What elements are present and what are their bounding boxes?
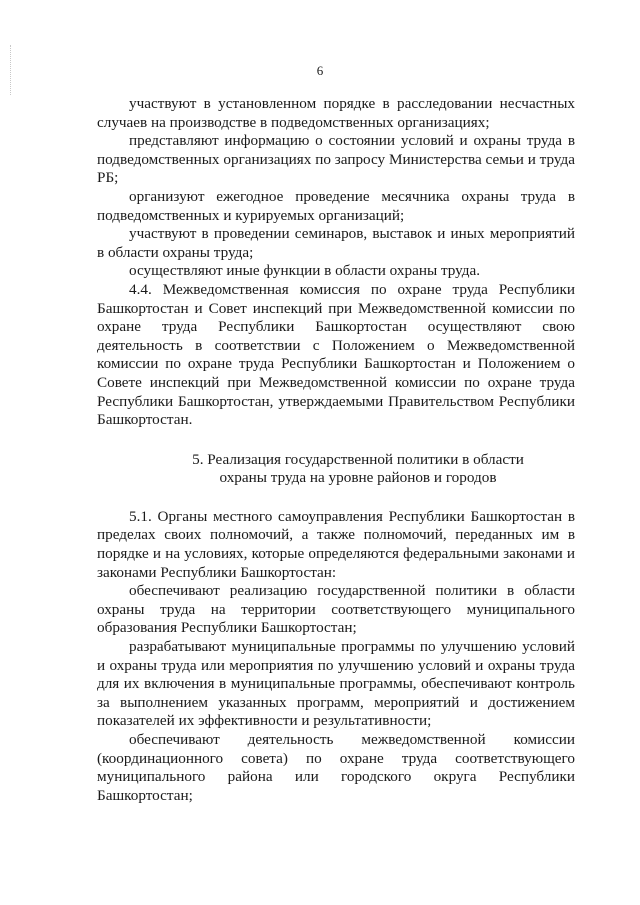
paragraph: осуществляют иные функции в области охраны труда. <box>129 262 481 280</box>
paragraph: обеспечивают деятельность межведомственной комиссии (координационного совета) по охране труда соответствующего муниципального района или городского округа Республики Башкортостан; <box>97 731 575 804</box>
paragraph: 4.4. Межведомственная комиссия по охране труда Республики Башкортостан и Совет инспекций при Межведомственной комиссии по охране труда Республики Башкортостан осуществляют свою деятельность в соответствии с Положением о Межведомственной комиссии по охране труда Республики Башкортостан и Положением о Совете инспекций при Межведомственной комиссии по охране труда Республики Башкортостан, утверждаемыми Правительством Республики Башкортостан. <box>97 280 575 429</box>
paragraph: представляют информацию о состоянии условий и охраны труда в подведомственных организациях по запросу Министерства семьи и труда РБ; <box>97 132 575 187</box>
paragraph: обеспечивают реализацию государственной политики в области охраны труда на территории соответствующего муниципального образования Республики Башкортостан; <box>97 582 575 637</box>
margin-marks <box>10 45 13 95</box>
paragraph: участвуют в установленном порядке в расследовании несчастных случаев на производстве в подведомственных организациях; <box>97 95 575 131</box>
paragraph: участвуют в проведении семинаров, выставок и иных мероприятий в области охраны труда; <box>97 225 575 261</box>
section-heading-line-2: охраны труда на уровне районов и городов <box>219 469 497 487</box>
paragraph: 5.1. Органы местного самоуправления Республики Башкортостан в пределах своих полномочий, а также полномочий, переданных им в порядке и на условиях, которые определяются федеральными законами и законами Республики Башкортостан: <box>97 507 575 581</box>
document-body <box>97 95 575 805</box>
section-heading-line-1: 5. Реализация государственной политики в области <box>192 450 524 468</box>
section-heading <box>97 451 575 488</box>
page-number: 6 <box>316 63 324 78</box>
paragraph: разрабатывают муниципальные программы по улучшению условий и охраны труда или мероприятия по улучшению условий и охраны труда для их включения в муниципальные программы, обеспечивают контроль за выполнением указанных программ, мероприятий и достижением показателей их эффективности и результативности; <box>97 638 575 730</box>
paragraph: организуют ежегодное проведение месячника охраны труда в подведомственных и курируемых организаций; <box>97 187 575 224</box>
